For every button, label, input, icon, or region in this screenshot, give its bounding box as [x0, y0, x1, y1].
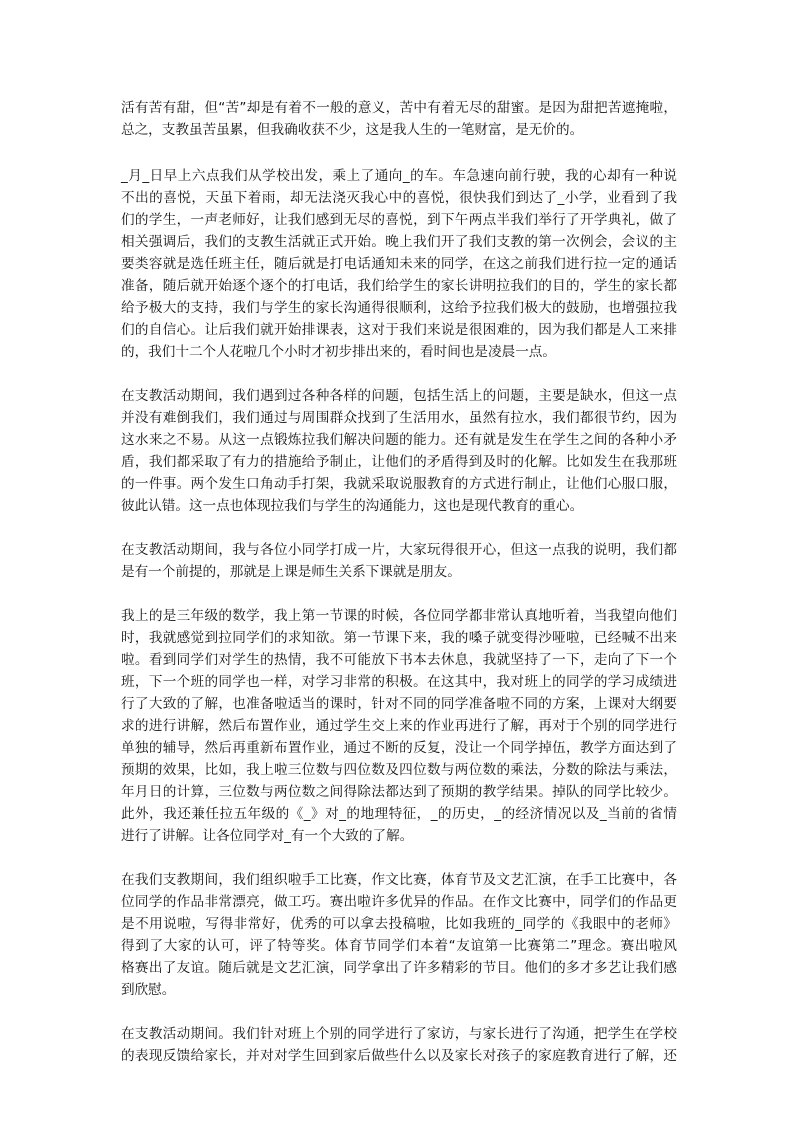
text-line: 啦。看到同学们对学生的热情，我不可能放下书本去休息，我就坚持了一下，走向了下一个 [121, 652, 677, 668]
text-line: 们的自信心。让后我们就开始排课表，这对于我们来说是很困难的，因为我们都是人工来排 [121, 322, 677, 338]
text-line: 格赛出了友谊。随后就是文艺汇演，同学拿出了许多精彩的节目。他们的多才多艺让我们感 [121, 960, 677, 976]
text-line: 并没有难倒我们，我们通过与周围群众找到了生活用水，虽然有拉水，我们都很节约，因为 [121, 410, 677, 426]
text-line: 预期的效果，比如，我上啦三位数与四位数及四位数与两位数的乘法，分数的除法与乘法， [121, 762, 677, 778]
text-line: 这水来之不易。从这一点锻炼拉我们解决问题的能力。还有就是发生在学生之间的各种小矛 [121, 432, 677, 448]
text-line: 时，我就感觉到拉同学们的求知欲。第一节课下来，我的嗓子就变得沙哑啦，已经喊不出来 [121, 630, 677, 646]
text-line: 的表现反馈给家长，并对对学生回到家后做些什么以及家长对孩子的家庭教育进行了解，还 [121, 1048, 677, 1064]
text-line: 彼此认错。这一点也体现拉我们与学生的沟通能力，这也是现代教育的重心。 [121, 498, 584, 514]
text-line: 行了大致的了解，也准备啦适当的课时，针对不同的同学准备啦不同的方案，上课对大纲要 [121, 696, 677, 712]
text-line: 得到了大家的认可，评了特等奖。体育节同学们本着“友谊第一比赛第二”理念。赛出啦风 [121, 938, 677, 954]
paragraph-2 [121, 165, 677, 363]
text-line: 的一件事。两个发生口角动手打架，我就采取说服教育的方式进行制止，让他们心服口服， [121, 476, 677, 492]
text-line: 在我们支教期间，我们组织啦手工比赛，作文比赛，体育节及文艺汇演，在手工比赛中，各 [121, 872, 677, 888]
text-line: 此外，我还兼任拉五年级的《_》对_的地理特征，_的历史，_的经济情况以及_当前的省情 [121, 806, 677, 822]
text-line: _月_日早上六点我们从学校出发，乘上了通向_的车。车急速向前行驶，我的心却有一种说 [121, 168, 677, 184]
paragraph-1 [121, 97, 677, 141]
document-page [121, 97, 677, 1089]
text-line: 我上的是三年级的数学，我上第一节课的时候，各位同学都非常认真地听着，当我望向他们 [121, 608, 677, 624]
text-line: 求的进行讲解，然后布置作业，通过学生交上来的作业再进行了解，再对于个别的同学进行 [121, 718, 677, 734]
text-line: 准备，随后就开始逐个逐个的打电话，我们给学生的家长讲明拉我们的目的，学生的家长都 [121, 278, 677, 294]
text-line: 单独的辅导，然后再重新布置作业，通过不断的反复，没让一个同学掉伍，教学方面达到了 [121, 740, 677, 756]
text-line: 在支教活动期间。我们针对班上个别的同学进行了家访，与家长进行了沟通，把学生在学校 [121, 1026, 677, 1042]
text-line: 活有苦有甜，但“苦”却是有着不一般的意义，苦中有着无尽的甜蜜。是因为甜把苦遮掩啦， [121, 100, 677, 116]
text-line: 是有一个前提的，那就是上课是师生关系下课就是朋友。 [121, 564, 461, 580]
text-line: 相关强调后，我们的支教生活就正式开始。晚上我们开了我们支教的第一次例会，会议的主 [121, 234, 677, 250]
paragraph-6 [121, 869, 677, 1001]
paragraph-4 [121, 539, 677, 583]
text-line: 不出的喜悦，天虽下着雨，却无法浇灭我心中的喜悦，很快我们到达了_小学，业看到了我 [121, 190, 677, 206]
text-line: 给予极大的支持，我们与学生的家长沟通得很顺利，这给予拉我们极大的鼓励，也增强拉我 [121, 300, 677, 316]
text-line: 的，我们十二个人花啦几个小时才初步排出来的，看时间也是凌晨一点。 [121, 344, 556, 360]
text-line: 们的学生，一声老师好，让我们感到无尽的喜悦，到下午两点半我们举行了开学典礼，做了 [121, 212, 677, 228]
text-line: 到欣慰。 [121, 982, 176, 998]
paragraph-5 [121, 605, 677, 847]
paragraph-3 [121, 385, 677, 517]
text-line: 年月日的计算，三位数与两位数之间得除法都达到了预期的教学结果。掉队的同学比较少。 [121, 784, 677, 800]
paragraph-7 [121, 1023, 677, 1067]
text-line: 位同学的作品非常漂亮，做工巧。赛出啦许多优异的作品。在作文比赛中，同学们的作品更 [121, 894, 677, 910]
text-line: 在支教活动期间，我们遇到过各种各样的问题，包括生活上的问题，主要是缺水，但这一点 [121, 388, 677, 404]
text-line: 要类容就是选任班主任，随后就是打电话通知未来的同学，在这之前我们进行拉一定的通话 [121, 256, 677, 272]
text-line: 进行了讲解。让各位同学对_有一个大致的了解。 [121, 828, 414, 844]
text-line: 在支教活动期间，我与各位小同学打成一片，大家玩得很开心，但这一点我的说明，我们都 [121, 542, 677, 558]
text-line: 盾，我们都采取了有力的措施给予制止，让他们的矛盾得到及时的化解。比如发生在我那班 [121, 454, 677, 470]
text-line: 班，下一个班的同学也一样，对学习非常的积极。在这其中，我对班上的同学的学习成绩进 [121, 674, 677, 690]
text-line: 总之，支教虽苦虽累，但我确收获不少，这是我人生的一笔财富，是无价的。 [121, 122, 584, 138]
text-line: 是不用说啦，写得非常好，优秀的可以拿去投稿啦，比如我班的_同学的《我眼中的老师》 [121, 916, 677, 932]
